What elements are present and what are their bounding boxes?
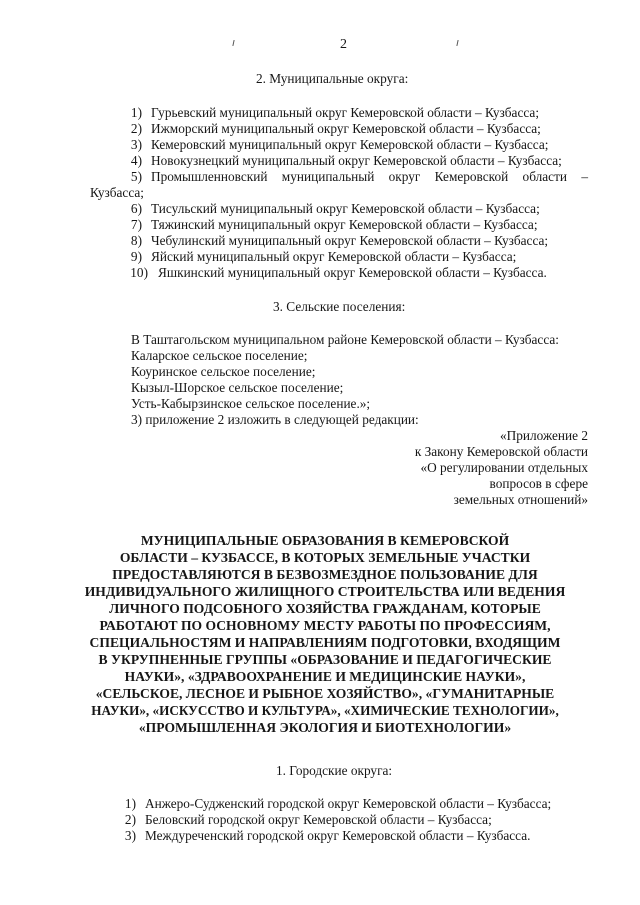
list-item-number: 3) [130,137,142,152]
settlement-line: Усть-Кабырзинское сельское поселение.»; [131,396,371,411]
list-item-number: 2) [124,812,136,827]
list-item-continuation: Кузбасса; [90,185,144,200]
appendix-title-line: НАУКИ», «ЗДРАВООХРАНЕНИЕ И МЕДИЦИНСКИЕ НАУКИ», [124,669,526,684]
list-item-text: Тяжинский муниципальный округ Кемеровской области – Кузбасса; [151,217,538,232]
list-item-text: Тисульский муниципальный округ Кемеровской области – Кузбасса; [151,201,540,216]
appendix-title-line: НАУКИ», «ИСКУССТВО И КУЛЬТУРА», «ХИМИЧЕСКИЕ ТЕХНОЛОГИИ», [91,703,559,718]
list-item-number: 9) [130,249,142,264]
list-item-text: Чебулинский муниципальный округ Кемеровской области – Кузбасса; [151,233,549,248]
list-item-text: Промышленновский муниципальный округ Кемеровской области – [151,169,588,184]
list-item-number: 5) [130,169,142,184]
list-item-number: 6) [130,201,142,216]
list-item-text: Беловский городской округ Кемеровской области – Кузбасса; [145,812,492,827]
appendix-title-line: ИНДИВИДУАЛЬНОГО ЖИЛИЩНОГО СТРОИТЕЛЬСТВА ИЛИ ВЕДЕНИЯ [84,584,566,599]
list-item-number: 2) [130,121,142,136]
list-item-text: Междуреченский городской округ Кемеровской области – Кузбасса. [145,828,531,843]
appendix-title-line: ПРЕДОСТАВЛЯЮТСЯ В БЕЗВОЗМЕЗДНОЕ ПОЛЬЗОВАНИЕ ДЛЯ [112,567,538,582]
scan-mark [232,40,234,46]
district-line: В Таштагольском муниципальном районе Кемеровской области – Кузбасса: [131,332,559,347]
list-item-text: Новокузнецкий муниципальный округ Кемеровской области – Кузбасса; [151,153,562,168]
list-item-text: Гурьевский муниципальный округ Кемеровской области – Кузбасса; [151,105,540,120]
settlement-line: Кызыл-Шорское сельское поселение; [131,380,344,395]
appendix-title-line: ЛИЧНОГО ПОДСОБНОГО ХОЗЯЙСТВА ГРАЖДАНАМ, КОТОРЫЕ [109,601,541,616]
section-heading-urban-districts: 1. Городские округа: [276,763,393,778]
list-item-number: 4) [130,153,142,168]
section-heading-rural-settlements: 3. Сельские поселения: [273,299,406,314]
list-item-text: Анжеро-Судженский городской округ Кемеровской области – Кузбасса; [145,796,552,811]
appendix-reference-line: к Закону Кемеровской области [414,444,588,459]
settlement-line: Каларское сельское поселение; [131,348,308,363]
appendix-title-line: СПЕЦИАЛЬНОСТЯМ И НАПРАВЛЕНИЯМ ПОДГОТОВКИ, ВХОДЯЩИМ [89,635,561,650]
appendix-reference-line: вопросов в сфере [489,476,588,491]
list-item-text: Яшкинский муниципальный округ Кемеровской области – Кузбасса. [158,265,547,280]
appendix-title-line: «СЕЛЬСКОЕ, ЛЕСНОЕ И РЫБНОЕ ХОЗЯЙСТВО», «ГУМАНИТАРНЫЕ [95,686,555,701]
appendix-reference-line: «О регулировании отдельных [420,460,588,475]
page-number: 2 [340,37,347,52]
appendix-title-line: МУНИЦИПАЛЬНЫЕ ОБРАЗОВАНИЯ В КЕМЕРОВСКОЙ [140,533,510,548]
settlement-line: Коуринское сельское поселение; [131,364,316,379]
list-item-number: 10) [130,265,148,280]
scan-mark [456,40,458,46]
list-item-number: 1) [124,796,136,811]
list-item-number: 3) [124,828,136,843]
appendix-reference-line: земельных отношений» [453,492,588,507]
section-heading-municipal-districts: 2. Муниципальные округа: [256,71,409,86]
appendix-title-line: В УКРУПНЕННЫЕ ГРУППЫ «ОБРАЗОВАНИЕ И ПЕДАГОГИЧЕСКИЕ [98,652,552,667]
appendix-title-line: ОБЛАСТИ – КУЗБАССЕ, В КОТОРЫХ ЗЕМЕЛЬНЫЕ УЧАСТКИ [119,550,531,565]
list-item-number: 1) [130,105,142,120]
list-item-number: 8) [130,233,142,248]
list-item-number: 7) [130,217,142,232]
amendment-instruction: 3) приложение 2 изложить в следующей редакции: [131,412,419,427]
appendix-reference-line: «Приложение 2 [500,428,588,443]
list-item-text: Кемеровский муниципальный округ Кемеровской области – Кузбасса; [151,137,549,152]
appendix-title-line: «ПРОМЫШЛЕННАЯ ЭКОЛОГИЯ И БИОТЕХНОЛОГИИ» [138,720,512,735]
list-item-text: Ижморский муниципальный округ Кемеровской области – Кузбасса; [151,121,541,136]
list-item-text: Яйский муниципальный округ Кемеровской области – Кузбасса; [151,249,517,264]
appendix-title-line: РАБОТАЮТ ПО ОСНОВНОМУ МЕСТУ РАБОТЫ ПО ПРОФЕССИЯМ, [99,618,551,633]
